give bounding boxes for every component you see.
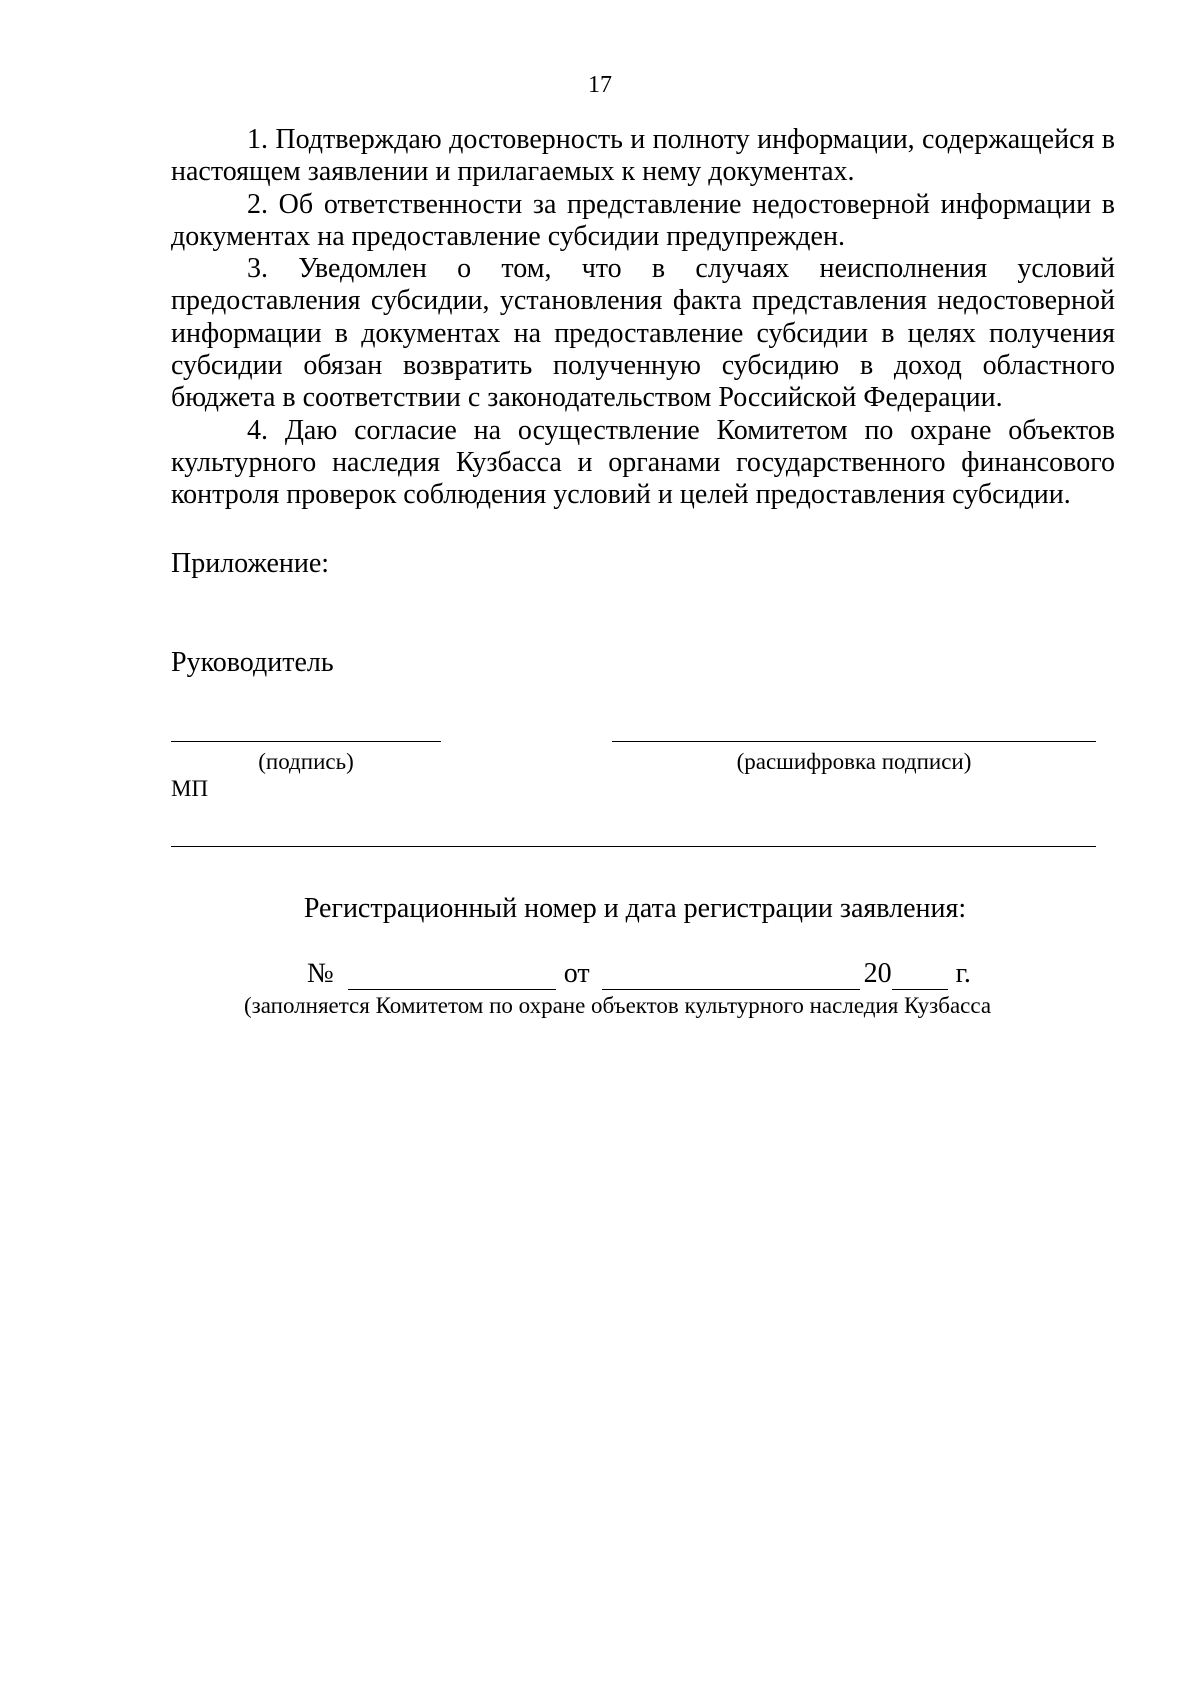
registration-fields <box>307 958 971 990</box>
signature-decoding-caption: (расшифровка подписи) <box>736 749 972 774</box>
registration-number-blank <box>348 963 556 990</box>
year-prefix: 20 <box>863 958 892 989</box>
statement-paragraph-3: 3. Уведомлен о том, что в случаях неисполнения условий предоставления субсидии, установления факта представления недостоверной информации в документах на предоставление субсидии в целях получения субсидии обязан возвратить полученную субсидию в доход областного бюджета в соответствии с законодательством Российской Федерации. <box>171 253 1115 414</box>
statement-body <box>171 124 1115 512</box>
signature-caption: (подпись) <box>258 749 354 774</box>
page-number: 17 <box>588 72 612 98</box>
head-label: Руководитель <box>171 647 334 678</box>
statement-paragraph-1: 1. Подтверждаю достоверность и полноту информации, содержащейся в настоящем заявлении и прилагаемых к нему документах. <box>171 124 1115 188</box>
number-sign: № <box>307 958 334 989</box>
registration-note: (заполняется Комитетом по охране объектов культурного наследия Кузбасса <box>244 993 992 1018</box>
signature-decoding-line <box>612 741 1096 742</box>
attachment-label: Приложение: <box>171 548 330 579</box>
statement-paragraph-4: 4. Даю согласие на осуществление Комитетом по охране объектов культурного наследия Кузбасса и органами государственного финансового контроля проверок соблюдения условий и целей предоставления субсидии. <box>171 414 1115 511</box>
signature-line <box>171 741 441 742</box>
registration-title: Регистрационный номер и дата регистрации заявления: <box>303 893 967 924</box>
year-suffix: г. <box>955 958 971 989</box>
stamp-label: МП <box>171 776 209 801</box>
statement-paragraph-2: 2. Об ответственности за представление недостоверной информации в документах на предоставление субсидии предупрежден. <box>171 188 1115 252</box>
registration-year-blank <box>892 963 948 990</box>
from-label: от <box>563 958 590 989</box>
section-divider <box>171 846 1096 847</box>
registration-date-blank <box>602 963 860 990</box>
